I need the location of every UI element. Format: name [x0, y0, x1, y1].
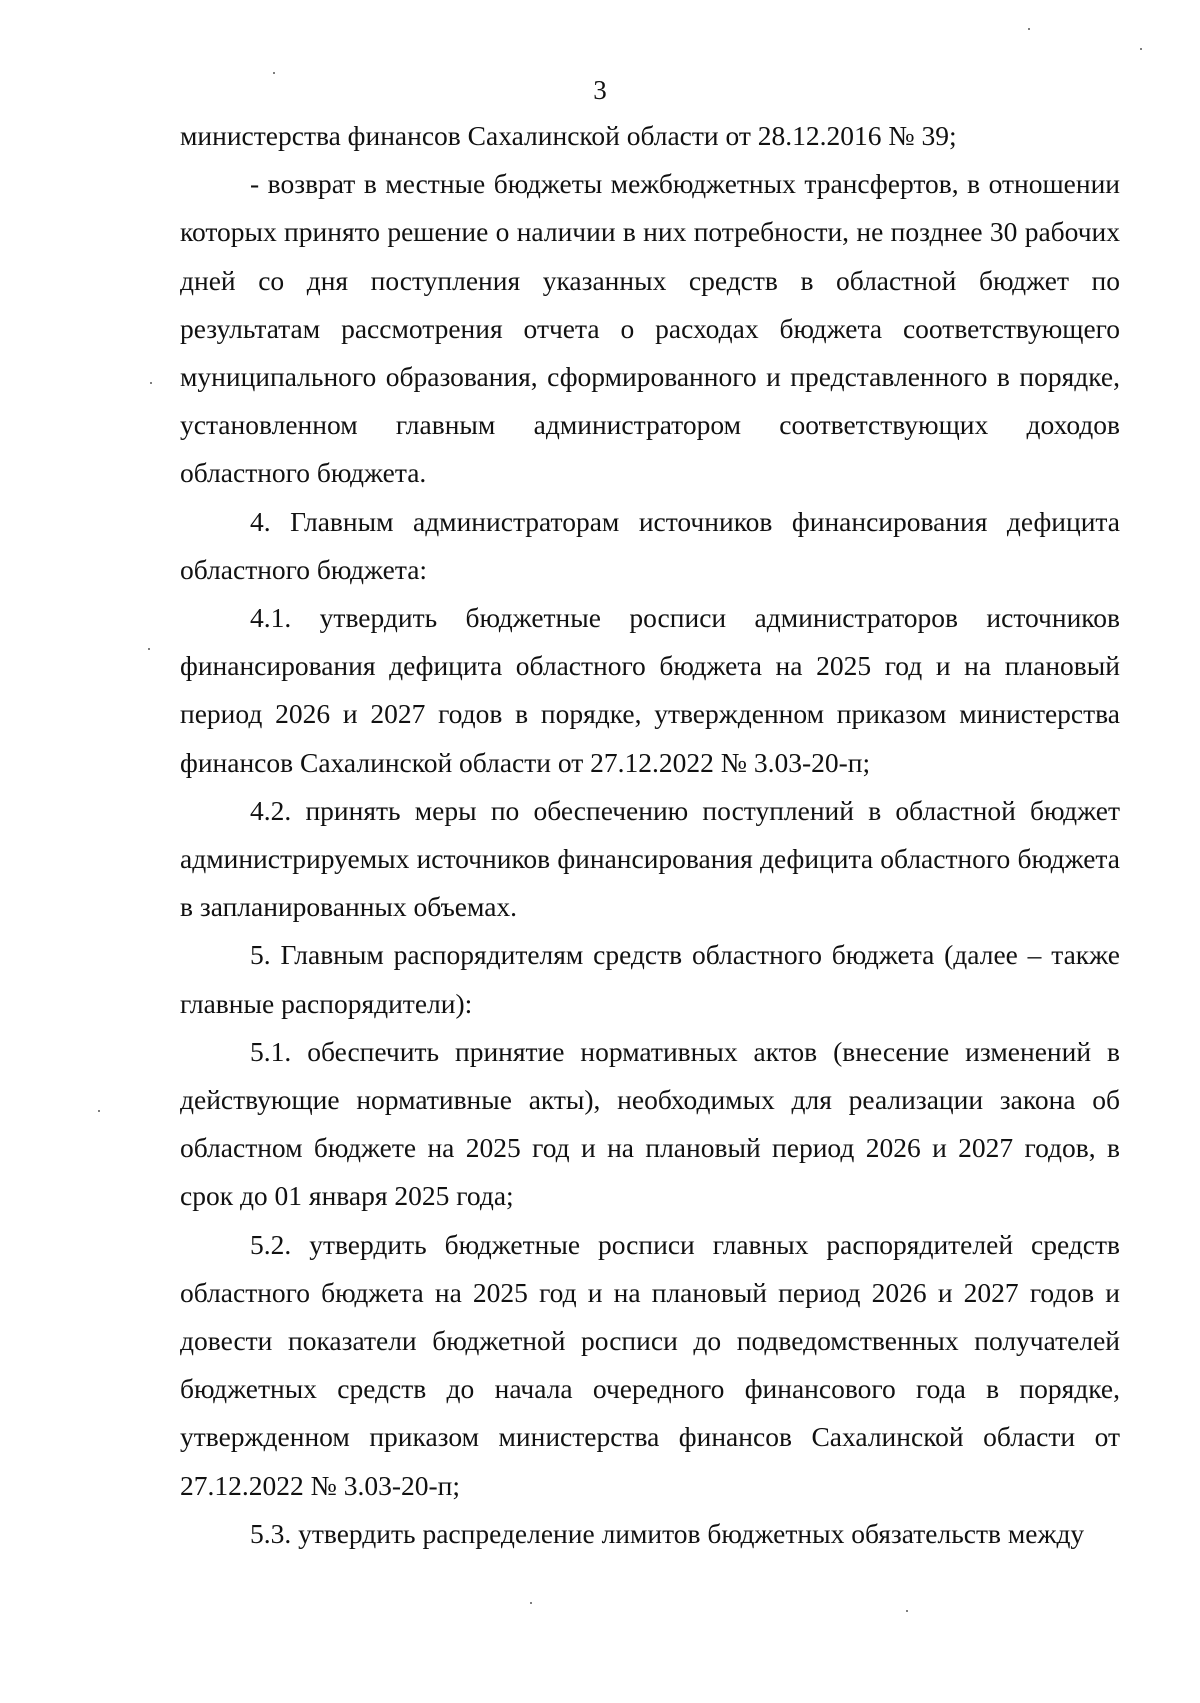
paragraph-4: 4. Главным администраторам источников финансирования дефицита областного бюджета:	[180, 505, 1120, 585]
paragraph-4-1: 4.1. утвердить бюджетные росписи администраторов источников финансирования дефицита областного бюджета на 2025 год и на плановый период 2026 и 2027 годов в порядке, утвержденном приказом министерства финансов Сахалинской области от 27.12.2022 № 3.03-20-п;	[180, 602, 1120, 778]
scan-speck	[906, 1610, 908, 1612]
paragraph-continuation: министерства финансов Сахалинской области от 28.12.2016 № 39;	[180, 120, 957, 151]
paragraph-5-2: 5.2. утвердить бюджетные росписи главных распорядителей средств областного бюджета на 2025 год и на плановый период 2026 и 2027 годов и довести показатели бюджетной росписи до подведомственных получателей бюджетных средств до начала очередного финансового года в порядке, утвержденном приказом министерства финансов Сахалинской области от 27.12.2022 № 3.03-20-п;	[180, 1228, 1120, 1501]
document-body	[180, 112, 1120, 1558]
paragraph-5-1: 5.1. обеспечить принятие нормативных актов (внесение изменений в действующие нормативные акты), необходимых для реализации закона об областном бюджете на 2025 год и на плановый период 2026 и 2027 годов, в срок до 01 января 2025 года;	[180, 1035, 1120, 1212]
scan-speck	[1028, 28, 1030, 30]
scan-speck	[148, 648, 150, 650]
page-number: 3	[593, 75, 607, 105]
scan-speck	[273, 72, 275, 74]
paragraph-return-transfers: - возврат в местные бюджеты межбюджетных трансфертов, в отношении которых принято решение о наличии в них потребности, не позднее 30 рабочих дней со дня поступления указанных средств в областной бюджет по результатам рассмотрения отчета о расходах бюджета соответствующего муниципального образования, сформированного и представленного в порядке, установленном главным администратором соответствующих доходов областного бюджета.	[180, 168, 1120, 489]
scan-speck	[150, 382, 152, 384]
paragraph-4-2: 4.2. принять меры по обеспечению поступлений в областной бюджет администрируемых источников финансирования дефицита областного бюджета в запланированных объемах.	[180, 794, 1120, 923]
scan-speck	[530, 1602, 532, 1604]
scan-speck	[98, 1110, 100, 1112]
paragraph-5: 5. Главным распорядителям средств областного бюджета (далее – также главные распорядители):	[180, 939, 1120, 1019]
paragraph-5-3: 5.3. утвердить распределение лимитов бюджетных обязательств между	[250, 1517, 1085, 1549]
scan-speck	[1140, 48, 1142, 50]
